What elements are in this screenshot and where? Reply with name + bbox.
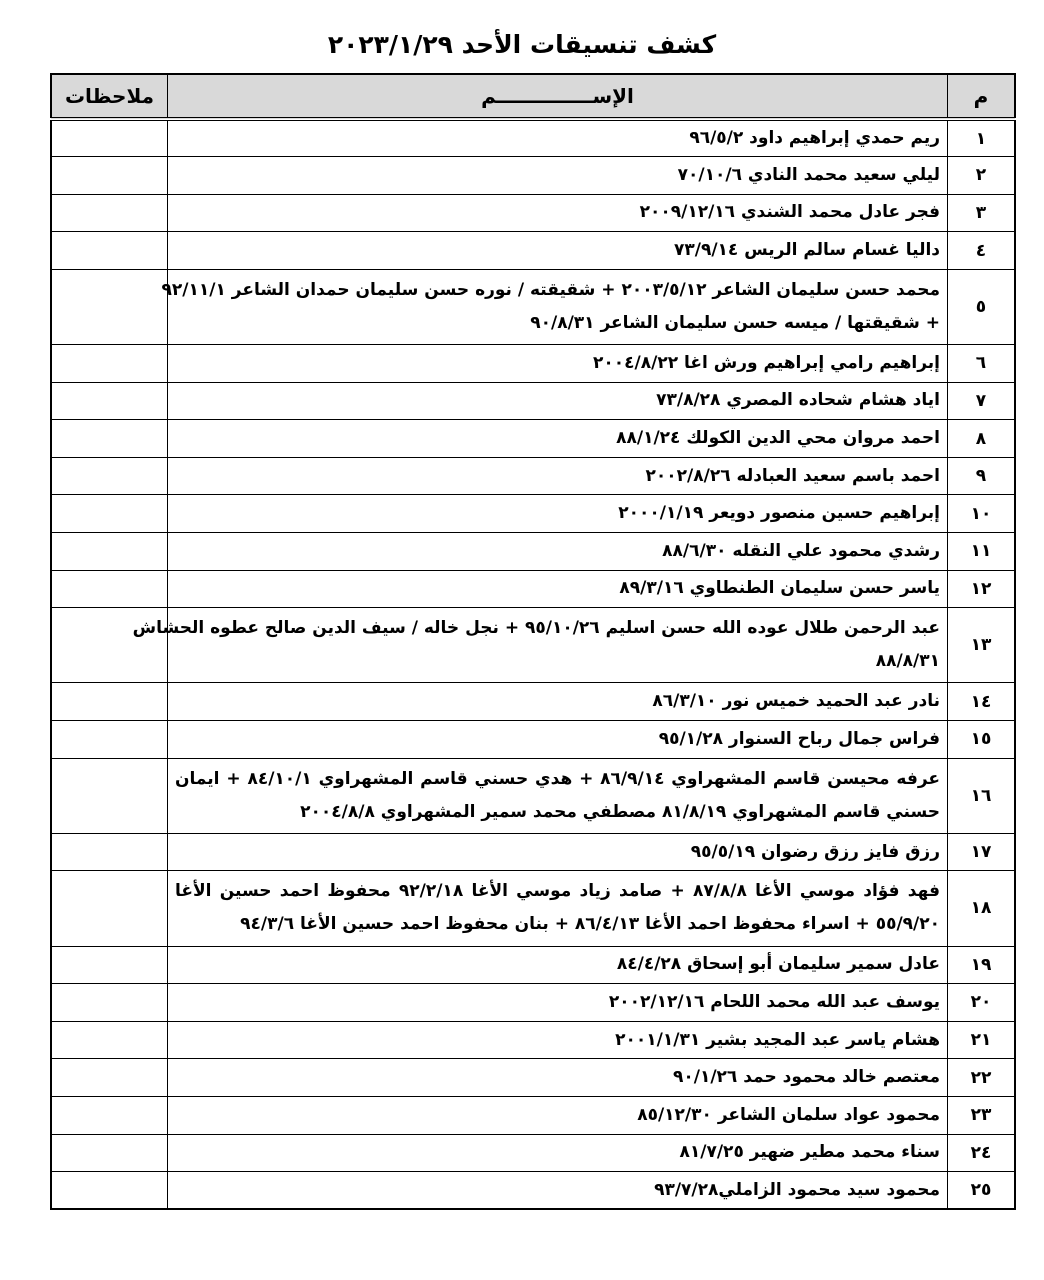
row-name-line: ٥٥/٩/٢٠ + اسراء محفوظ احمد الأغا ٨٦/٤/١٣ + بنان محفوظ احمد حسين الأغا ٩٤/٣/٦ bbox=[240, 914, 940, 935]
row-name-line: رشدي محمود علي النقله ٨٨/٦/٣٠ bbox=[662, 540, 940, 561]
row-notes-cell bbox=[51, 1134, 168, 1172]
row-notes-cell bbox=[51, 758, 168, 833]
row-name-line: ياسر حسن سليمان الطنطاوي ٨٩/٣/١٦ bbox=[619, 578, 940, 599]
row-name-cell bbox=[168, 946, 948, 984]
row-name-cell bbox=[168, 1021, 948, 1059]
table-row bbox=[51, 194, 1015, 232]
row-notes-cell bbox=[51, 946, 168, 984]
row-number: ١٩ bbox=[948, 946, 1016, 984]
row-name-cell bbox=[168, 683, 948, 721]
header-number: م bbox=[948, 74, 1016, 119]
table-row bbox=[51, 1096, 1015, 1134]
row-name-cell bbox=[168, 758, 948, 833]
row-name-cell bbox=[168, 157, 948, 195]
row-name-line: حسني قاسم المشهراوي ٨١/٨/١٩ مصطفي محمد سمير المشهراوي ٢٠٠٤/٨/٨ bbox=[300, 801, 940, 822]
row-name-line: ريم حمدي إبراهيم داود ٩٦/٥/٢ bbox=[689, 128, 940, 149]
row-number: ٧ bbox=[948, 382, 1016, 420]
row-notes-cell bbox=[51, 570, 168, 608]
table-row bbox=[51, 1021, 1015, 1059]
row-name-cell bbox=[168, 457, 948, 495]
row-notes-cell bbox=[51, 871, 168, 946]
row-number: ٢ bbox=[948, 157, 1016, 195]
row-number: ١٨ bbox=[948, 871, 1016, 946]
row-notes-cell bbox=[51, 269, 168, 344]
row-notes-cell bbox=[51, 232, 168, 270]
table-row bbox=[51, 495, 1015, 533]
row-number: ٢٠ bbox=[948, 984, 1016, 1022]
row-notes-cell bbox=[51, 345, 168, 383]
row-name-line: فهد فؤاد موسي الأغا ٨٧/٨/٨ + صامد زياد موسي الأغا ٩٢/٢/١٨ محفوظ احمد حسين الأغا bbox=[175, 881, 940, 902]
table-row bbox=[51, 382, 1015, 420]
table-row bbox=[51, 157, 1015, 195]
header-name: الإســــــــــــــم bbox=[168, 74, 948, 119]
table-row bbox=[51, 457, 1015, 495]
row-name-cell bbox=[168, 194, 948, 232]
row-notes-cell bbox=[51, 119, 168, 157]
row-number: ٩ bbox=[948, 457, 1016, 495]
row-number: ١٦ bbox=[948, 758, 1016, 833]
row-number: ٦ bbox=[948, 345, 1016, 383]
row-name-cell bbox=[168, 119, 948, 157]
row-notes-cell bbox=[51, 984, 168, 1022]
row-name-line: عادل سمير سليمان أبو إسحاق ٨٤/٤/٢٨ bbox=[616, 954, 940, 975]
row-name-cell bbox=[168, 871, 948, 946]
row-name-line: رزق فايز رزق رضوان ٩٥/٥/١٩ bbox=[690, 841, 940, 862]
row-notes-cell bbox=[51, 1172, 168, 1210]
row-name-cell bbox=[168, 382, 948, 420]
row-number: ٥ bbox=[948, 269, 1016, 344]
row-name-cell bbox=[168, 1059, 948, 1097]
row-number: ٢٢ bbox=[948, 1059, 1016, 1097]
row-name-line: اياد هشام شحاده المصري ٧٣/٨/٢٨ bbox=[656, 390, 940, 411]
row-notes-cell bbox=[51, 194, 168, 232]
row-name-line: احمد مروان محي الدين الكولك ٨٨/١/٢٤ bbox=[616, 428, 940, 449]
page-title: كشف تنسيقات الأحد ٢٠٢٣/١/٢٩ bbox=[327, 30, 717, 59]
coordination-table bbox=[50, 73, 1016, 1210]
row-name-line: إبراهيم حسين منصور دويعر ٢٠٠٠/١/١٩ bbox=[618, 503, 940, 524]
row-name-cell bbox=[168, 1172, 948, 1210]
row-notes-cell bbox=[51, 157, 168, 195]
row-name-cell bbox=[168, 984, 948, 1022]
row-notes-cell bbox=[51, 533, 168, 571]
row-number: ٢٥ bbox=[948, 1172, 1016, 1210]
table-row bbox=[51, 946, 1015, 984]
table-row bbox=[51, 232, 1015, 270]
row-name-cell bbox=[168, 1096, 948, 1134]
row-number: ١٠ bbox=[948, 495, 1016, 533]
row-number: ١١ bbox=[948, 533, 1016, 571]
row-number: ٤ bbox=[948, 232, 1016, 270]
row-name-line: داليا غسام سالم الريس ٧٣/٩/١٤ bbox=[673, 240, 940, 261]
row-name-line: يوسف عبد الله محمد اللحام ٢٠٠٢/١٢/١٦ bbox=[608, 991, 940, 1012]
table-row bbox=[51, 269, 1015, 344]
row-number: ٢١ bbox=[948, 1021, 1016, 1059]
row-name-cell bbox=[132, 608, 948, 683]
table-row bbox=[51, 608, 1015, 683]
table-header-row bbox=[51, 74, 1015, 119]
row-name-line: سناء محمد مطير ضهير ٨١/٧/٢٥ bbox=[679, 1142, 940, 1163]
row-notes-cell bbox=[51, 382, 168, 420]
row-notes-cell bbox=[51, 721, 168, 759]
table-row bbox=[51, 533, 1015, 571]
row-name-cell bbox=[168, 420, 948, 458]
row-number: ١ bbox=[948, 119, 1016, 157]
row-number: ١٧ bbox=[948, 833, 1016, 871]
row-notes-cell bbox=[51, 833, 168, 871]
row-name-line: فجر عادل محمد الشندي ٢٠٠٩/١٢/١٦ bbox=[639, 202, 940, 223]
table-row bbox=[51, 721, 1015, 759]
row-number: ١٢ bbox=[948, 570, 1016, 608]
row-notes-cell bbox=[51, 1059, 168, 1097]
row-name-line: محمد حسن سليمان الشاعر ٢٠٠٣/٥/١٢ + شقيقته / نوره حسن سليمان حمدان الشاعر ٩٢/١١/١ bbox=[161, 279, 940, 300]
row-notes-cell bbox=[51, 1096, 168, 1134]
row-notes-cell bbox=[51, 1021, 168, 1059]
table-row bbox=[51, 833, 1015, 871]
row-name-cell bbox=[168, 345, 948, 383]
row-name-cell bbox=[168, 833, 948, 871]
table-row bbox=[51, 871, 1015, 946]
table-row bbox=[51, 683, 1015, 721]
table-row bbox=[51, 1172, 1015, 1210]
row-name-line: ٨٨/٨/٣١ bbox=[875, 651, 940, 672]
table-row bbox=[51, 345, 1015, 383]
row-number: ٨ bbox=[948, 420, 1016, 458]
row-name-line: إبراهيم رامي إبراهيم ورش اغا ٢٠٠٤/٨/٢٢ bbox=[593, 352, 940, 373]
row-name-line: ليلي سعيد محمد النادي ٧٠/١٠/٦ bbox=[677, 164, 940, 185]
row-name-cell bbox=[168, 232, 948, 270]
table-row bbox=[51, 420, 1015, 458]
row-name-line: فراس جمال رباح السنوار ٩٥/١/٢٨ bbox=[658, 728, 940, 749]
row-name-cell bbox=[168, 533, 948, 571]
table-row bbox=[51, 984, 1015, 1022]
table-row bbox=[51, 119, 1015, 157]
row-number: ١٥ bbox=[948, 721, 1016, 759]
row-name-line: هشام ياسر عبد المجيد بشير ٢٠٠١/١/٣١ bbox=[615, 1029, 940, 1050]
row-notes-cell bbox=[51, 683, 168, 721]
row-name-cell bbox=[168, 495, 948, 533]
row-name-line: معتصم خالد محمود حمد ٩٠/١/٢٦ bbox=[673, 1067, 940, 1088]
table-row bbox=[51, 570, 1015, 608]
row-name-line: عرفه محيسن قاسم المشهراوي ٨٦/٩/١٤ + هدي حسني قاسم المشهراوي ٨٤/١٠/١ + ايمان bbox=[175, 768, 941, 789]
row-number: ٢٤ bbox=[948, 1134, 1016, 1172]
table-row bbox=[51, 1059, 1015, 1097]
row-name-line: + شقيقتها / ميسه حسن سليمان الشاعر ٩٠/٨/٣١ bbox=[530, 312, 940, 333]
row-name-line: محمود عواد سلمان الشاعر ٨٥/١٢/٣٠ bbox=[637, 1104, 940, 1125]
row-name-line: عبد الرحمن طلال عوده الله حسن اسليم ٩٥/١٠/٢٦ + نجل خاله / سيف الدين صالح عطوه الحشاش bbox=[132, 618, 940, 639]
table-body bbox=[51, 119, 1015, 1209]
table-row bbox=[51, 1134, 1015, 1172]
row-number: ١٣ bbox=[948, 608, 1016, 683]
row-notes-cell bbox=[51, 457, 168, 495]
table-row bbox=[51, 758, 1015, 833]
row-notes-cell bbox=[51, 495, 168, 533]
row-name-cell bbox=[168, 1134, 948, 1172]
row-number: ١٤ bbox=[948, 683, 1016, 721]
row-name-cell bbox=[168, 570, 948, 608]
row-number: ٢٣ bbox=[948, 1096, 1016, 1134]
row-name-line: محمود سيد محمود الزاملي٩٣/٧/٢٨ bbox=[654, 1179, 940, 1200]
row-name-cell bbox=[168, 721, 948, 759]
row-number: ٣ bbox=[948, 194, 1016, 232]
row-name-cell bbox=[161, 269, 948, 344]
row-name-line: نادر عبد الحميد خميس نور ٨٦/٣/١٠ bbox=[652, 691, 940, 712]
header-notes: ملاحظات bbox=[51, 74, 168, 119]
row-notes-cell bbox=[51, 420, 168, 458]
row-name-line: احمد باسم سعيد العبادله ٢٠٠٢/٨/٢٦ bbox=[645, 465, 940, 486]
